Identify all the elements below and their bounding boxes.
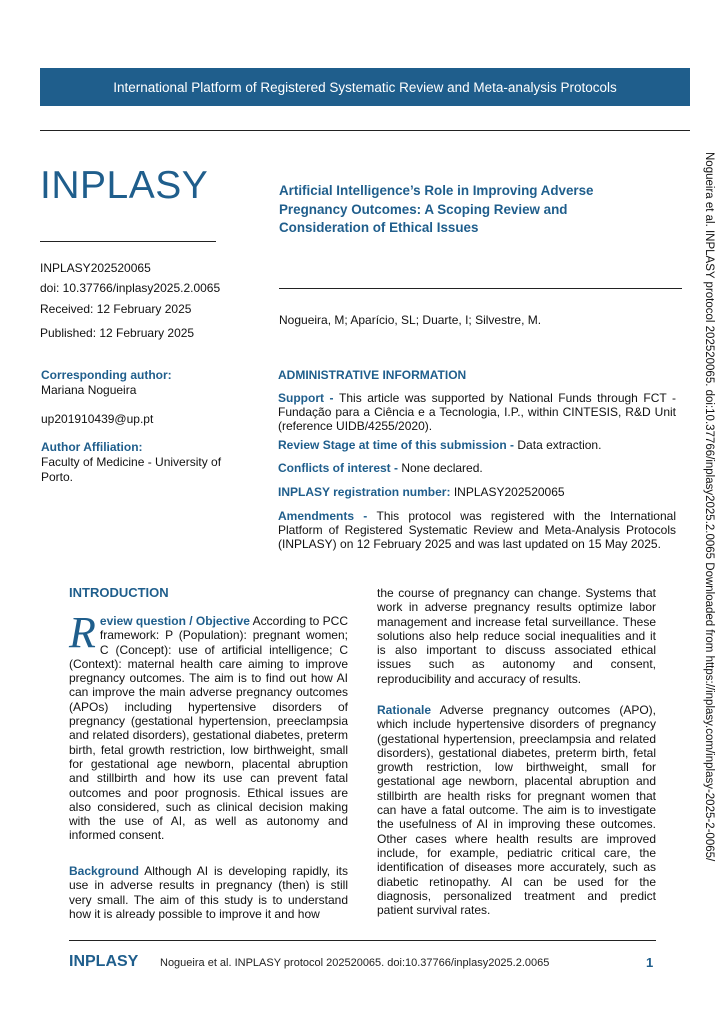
- amendments: Amendments - This protocol was registered with the International Platform of Registered Systematic Review and Meta-Analysis Protocols (INPLASY) on 12 February 2025 and was last updated on 15 May 2025.: [278, 509, 676, 551]
- conflicts-of-interest: Conflicts of interest - None declared.: [278, 461, 483, 475]
- brand-rule: [40, 241, 216, 242]
- rationale-paragraph: Rationale Adverse pregnancy outcomes (APO), which include hypertensive disorders of pregnancy (gestational hypertension, preeclampsia and related disorders), gestational diabetes, preterm birth, fetal growth restriction, low birthweight, small for gestational age newborn, placental abruption and stillbirth are health risks for pregnant women that can have a fatal outcome. The aim is to investigate the usefulness of AI in improving these outcomes. Other cases where health results are improved include, for example, pediatric critical care, the identification of diseases more accurately, such as diabetic retinopathy. AI can be used for the diagnosis, personalized treatment and predict patient survival rates.: [377, 703, 656, 918]
- affiliation-text: Faculty of Medicine - University of Porto.: [41, 455, 222, 484]
- footer-citation: Nogueira et al. INPLASY protocol 202520065. doi:10.37766/inplasy2025.2.0065: [160, 957, 550, 969]
- authors: Nogueira, M; Aparício, SL; Duarte, I; Silvestre, M.: [279, 313, 542, 327]
- drop-cap: R: [69, 608, 96, 657]
- admin-heading: ADMINISTRATIVE INFORMATION: [278, 368, 467, 382]
- review-question-paragraph: Review question / Objective According to PCC framework: P (Population): pregnant women; C (Concept): use of artificial intelligence; C (Context): maternal health care aiming to improve pregnancy outcomes. The aim is to find out how AI can improve the main adverse pregnancy outcomes (APOs) including hypertensive disorders of pregnancy (gestational hypertension, preeclampsia and related disorders), gestational diabetes, preterm birth, fetal growth restriction, low birthweight, small for gestational age newborn, placental abruption and stillbirth and how its use can prevent fatal outcomes and poor prognosis. Ethical issues are also considered, such as clinical decision making with the use of AI, as well as autonomy and informed consent.: [69, 608, 349, 843]
- title-rule: [279, 288, 682, 289]
- protocol-id: INPLASY202520065: [40, 261, 151, 275]
- background-paragraph: Background Although AI is developing rapidly, its use in adverse results in pregnancy (then) is still very small. The aim of this study is to understand how it is already possible to improve it and how: [69, 864, 348, 921]
- corresponding-name: Mariana Nogueira: [41, 383, 137, 397]
- header-rule: [40, 130, 690, 131]
- author-affiliation: [41, 440, 246, 485]
- banner-text: International Platform of Registered Systematic Review and Meta-analysis Protocols: [113, 79, 617, 95]
- footer-brand: INPLASY: [69, 953, 139, 970]
- platform-banner: [40, 68, 690, 106]
- article-title: Artificial Intelligence’s Role in Improving Adverse Pregnancy Outcomes: A Scoping Review and Consideration of Ethical Issues: [279, 183, 594, 235]
- footer-rule: [69, 940, 656, 941]
- introduction-heading: INTRODUCTION: [69, 585, 169, 600]
- corresponding-email: up201910439@up.pt: [41, 412, 154, 426]
- affiliation-label: Author Affiliation:: [41, 440, 143, 454]
- page-number: 1: [646, 955, 654, 970]
- side-citation: Nogueira et al. INPLASY protocol 202520065. doi:10.37766/inplasy2025.2.0065 Downloaded from https://inplasy.com/inplasy-2025-2-0065/: [703, 152, 715, 862]
- journal-brand: INPLASY: [40, 164, 209, 207]
- corresponding-author: [41, 368, 241, 427]
- registration-number: INPLASY registration number: INPLASY202520065: [278, 485, 565, 499]
- received-date: Received: 12 February 2025: [40, 302, 192, 316]
- doi: doi: 10.37766/inplasy2025.2.0065: [40, 281, 221, 295]
- review-stage: Review Stage at time of this submission - Data extraction.: [278, 438, 602, 452]
- background-continued: the course of pregnancy can change. Systems that work in adverse pregnancy results optimize labor management and increase fetal surveillance. These solutions also help reduce social inequalities and it is also important to discuss associated ethical issues such as autonomy and consent, reproducibility and accuracy of results.: [377, 586, 656, 686]
- corresponding-label: Corresponding author:: [41, 368, 172, 382]
- published-date: Published: 12 February 2025: [40, 326, 195, 340]
- support-info: Support - This article was supported by National Funds through FCT - Fundação para a Ciência e a Tecnologia, I.P., within CINTESIS, R&D Unit (reference UIDB/4255/2020).: [278, 391, 677, 433]
